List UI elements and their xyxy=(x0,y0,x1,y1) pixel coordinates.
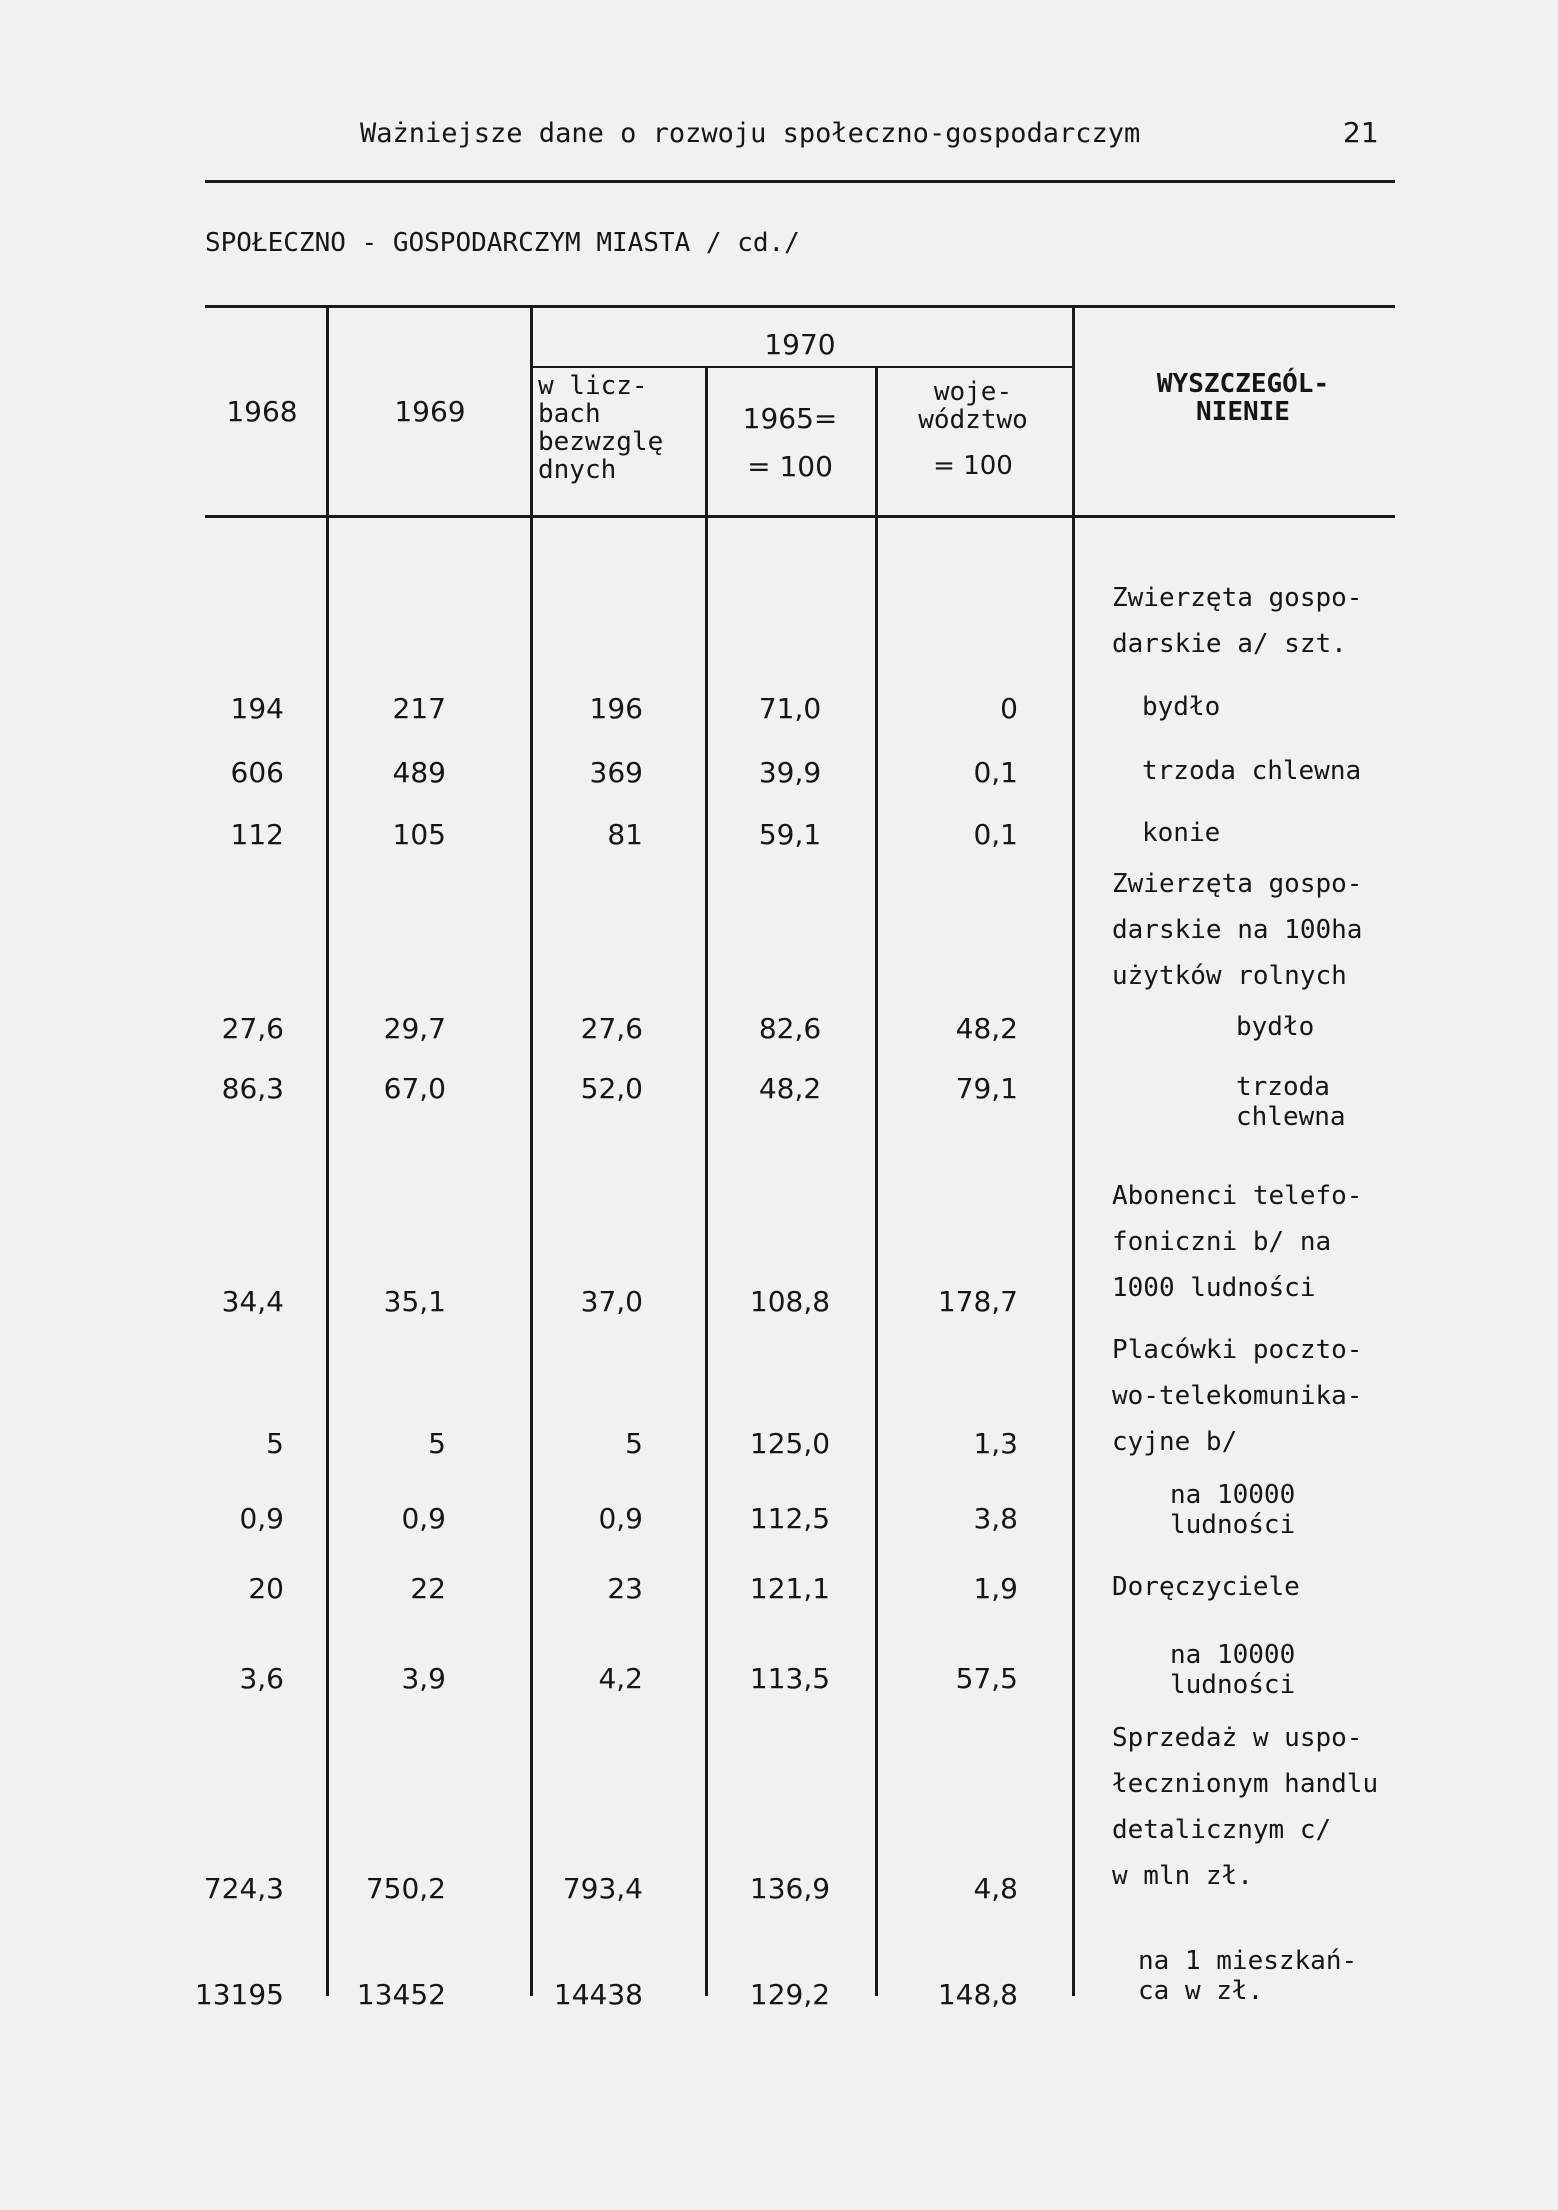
cell-v1969: 105 xyxy=(392,818,446,851)
row-label-line: na 10000 xyxy=(1170,1480,1296,1510)
cell-v1970: 52,0 xyxy=(580,1072,643,1105)
row-label xyxy=(1142,818,1220,848)
cell-v1970: 27,6 xyxy=(580,1012,643,1045)
row-label-line: trzoda chlewna xyxy=(1142,756,1362,786)
cell-v1969: 489 xyxy=(392,756,446,789)
column-divider-4 xyxy=(875,368,878,1996)
cell-v1968: 34,4 xyxy=(221,1285,284,1318)
row-label xyxy=(1170,1640,1295,1700)
header-1969: 1969 xyxy=(394,395,466,428)
group-label-line: Abonenci telefo- xyxy=(1112,1181,1363,1211)
group-label-phone-subscribers xyxy=(1112,1173,1362,1311)
group-label-line: darskie na 100ha xyxy=(1112,915,1363,945)
group-label-line: Zwierzęta gospo- xyxy=(1112,583,1363,613)
cell-woj: 178,7 xyxy=(937,1285,1018,1318)
header-specification-line: NIENIE xyxy=(1196,397,1290,427)
cell-v1970: 0,9 xyxy=(598,1502,643,1535)
header-voivodeship xyxy=(918,378,1028,480)
header-1968: 1968 xyxy=(226,395,298,428)
header-rule xyxy=(205,180,1395,183)
cell-woj: 148,8 xyxy=(937,1978,1018,2011)
cell-v1969: 29,7 xyxy=(383,1012,446,1045)
header-specification-line: WYSZCZEGÓL- xyxy=(1156,369,1330,399)
header-voivodeship-line: = 100 xyxy=(933,451,1013,481)
cell-v1968: 20 xyxy=(248,1572,284,1605)
group-label-livestock-per-100ha xyxy=(1112,861,1362,999)
cell-v1970: 23 xyxy=(607,1572,643,1605)
cell-idx1965: 136,9 xyxy=(749,1872,831,1905)
cell-woj: 1,3 xyxy=(973,1427,1018,1460)
group-label-line: Zwierzęta gospo- xyxy=(1112,869,1363,899)
cell-woj: 0,1 xyxy=(973,756,1018,789)
row-label-line: bydło xyxy=(1142,692,1221,722)
cell-v1969: 67,0 xyxy=(383,1072,446,1105)
cell-woj: 79,1 xyxy=(955,1072,1018,1105)
row-label-line: konie xyxy=(1142,818,1221,848)
header-absolute-line: dnych xyxy=(538,455,617,485)
group-label-line: 1000 ludności xyxy=(1112,1273,1316,1303)
cell-idx1965: 113,5 xyxy=(749,1662,831,1695)
cell-v1969: 750,2 xyxy=(365,1872,446,1905)
row-label xyxy=(1112,1572,1300,1602)
column-divider-1 xyxy=(326,306,329,1996)
section-title: SPOŁECZNO - GOSPODARCZYM MIASTA / cd./ xyxy=(205,228,800,258)
cell-idx1965: 39,9 xyxy=(758,756,822,789)
row-label xyxy=(1138,1946,1357,2006)
cell-v1968: 112 xyxy=(230,818,284,851)
header-voivodeship-line: woje- xyxy=(933,377,1013,407)
page-number: 21 xyxy=(1343,116,1379,149)
cell-idx1965: 71,0 xyxy=(758,692,822,725)
cell-v1968: 0,9 xyxy=(239,1502,284,1535)
cell-v1970: 369 xyxy=(589,756,643,789)
row-label-line: ludności xyxy=(1170,1670,1296,1700)
group-label-line: w mln zł. xyxy=(1112,1861,1253,1891)
row-label-line: na 10000 xyxy=(1170,1640,1296,1670)
group-label-line: Placówki poczto- xyxy=(1112,1335,1363,1365)
row-label-line: na 1 mieszkań- xyxy=(1138,1946,1358,1976)
group-label-line: wo-telekomunika- xyxy=(1112,1381,1363,1411)
cell-idx1965: 82,6 xyxy=(758,1012,822,1045)
cell-v1969: 35,1 xyxy=(383,1285,446,1318)
cell-v1968: 194 xyxy=(230,692,284,725)
cell-idx1965: 125,0 xyxy=(749,1427,831,1460)
cell-idx1965: 121,1 xyxy=(749,1572,831,1605)
header-bottom-rule xyxy=(205,515,1395,518)
cell-v1970: 793,4 xyxy=(562,1872,643,1905)
cell-v1969: 13452 xyxy=(356,1978,446,2011)
cell-idx1965: 48,2 xyxy=(758,1072,822,1105)
cell-v1969: 3,9 xyxy=(401,1662,446,1695)
group-label-line: cyjne b/ xyxy=(1112,1427,1238,1457)
cell-idx1965: 129,2 xyxy=(749,1978,831,2011)
row-label-line: trzoda xyxy=(1236,1072,1330,1102)
cell-v1968: 86,3 xyxy=(221,1072,284,1105)
cell-v1969: 0,9 xyxy=(401,1502,446,1535)
cell-woj: 48,2 xyxy=(955,1012,1018,1045)
row-label-line: Doręczyciele xyxy=(1112,1572,1300,1602)
group-label-livestock xyxy=(1112,575,1362,667)
header-absolute xyxy=(538,372,663,484)
group-label-line: Sprzedaż w uspo- xyxy=(1112,1723,1363,1753)
cell-woj: 0,1 xyxy=(973,818,1018,851)
table-top-rule xyxy=(205,305,1395,308)
group-label-line: foniczni b/ na xyxy=(1112,1227,1332,1257)
cell-v1970: 4,2 xyxy=(598,1662,643,1695)
header-absolute-line: w licz- xyxy=(538,371,648,401)
row-label xyxy=(1170,1480,1295,1540)
row-label-line: chlewna xyxy=(1236,1102,1346,1132)
cell-v1968: 5 xyxy=(266,1427,284,1460)
group-label-line: detalicznym c/ xyxy=(1112,1815,1332,1845)
year-1970-rule xyxy=(530,366,1072,368)
cell-v1969: 5 xyxy=(428,1427,446,1460)
cell-v1968: 27,6 xyxy=(221,1012,284,1045)
cell-v1970: 81 xyxy=(607,818,643,851)
page-header-title: Ważniejsze dane o rozwoju społeczno-gospodarczym xyxy=(360,118,1141,149)
cell-woj: 0 xyxy=(1000,692,1018,725)
group-label-post-offices xyxy=(1112,1327,1362,1465)
row-label-line: bydło xyxy=(1236,1012,1315,1042)
cell-v1969: 22 xyxy=(410,1572,446,1605)
cell-v1969: 217 xyxy=(392,692,446,725)
cell-v1968: 3,6 xyxy=(239,1662,284,1695)
cell-v1970: 5 xyxy=(625,1427,643,1460)
header-specification xyxy=(1157,370,1329,426)
cell-idx1965: 108,8 xyxy=(749,1285,831,1318)
row-label xyxy=(1236,1072,1346,1132)
header-voivodeship-line: wództwo xyxy=(918,405,1028,435)
row-label xyxy=(1142,756,1361,786)
cell-v1970: 196 xyxy=(589,692,643,725)
row-label xyxy=(1236,1012,1314,1042)
header-index-line: = 100 xyxy=(747,450,833,483)
group-label-line: darskie a/ szt. xyxy=(1112,629,1347,659)
cell-v1970: 14438 xyxy=(553,1978,643,2011)
row-label-line: ca w zł. xyxy=(1138,1976,1264,2006)
cell-woj: 57,5 xyxy=(955,1662,1018,1695)
column-divider-2 xyxy=(530,306,533,1996)
header-absolute-line: bezwzglę xyxy=(538,427,664,457)
header-absolute-line: bach xyxy=(538,399,601,429)
row-label xyxy=(1142,692,1220,722)
cell-idx1965: 112,5 xyxy=(749,1502,831,1535)
row-label-line: ludności xyxy=(1170,1510,1296,1540)
cell-woj: 3,8 xyxy=(973,1502,1018,1535)
header-index-1965 xyxy=(743,395,838,491)
cell-v1970: 37,0 xyxy=(580,1285,643,1318)
group-label-line: łecznionym handlu xyxy=(1112,1769,1379,1799)
group-label-retail-sales xyxy=(1112,1715,1378,1899)
cell-v1968: 13195 xyxy=(194,1978,284,2011)
cell-woj: 1,9 xyxy=(973,1572,1018,1605)
header-index-line: 1965= xyxy=(742,402,838,435)
cell-v1968: 724,3 xyxy=(203,1872,284,1905)
header-1970: 1970 xyxy=(764,328,836,361)
column-divider-5 xyxy=(1072,306,1075,1996)
cell-woj: 4,8 xyxy=(973,1872,1018,1905)
cell-v1968: 606 xyxy=(230,756,284,789)
cell-idx1965: 59,1 xyxy=(758,818,822,851)
group-label-line: użytków rolnych xyxy=(1112,961,1347,991)
column-divider-3 xyxy=(705,368,708,1996)
